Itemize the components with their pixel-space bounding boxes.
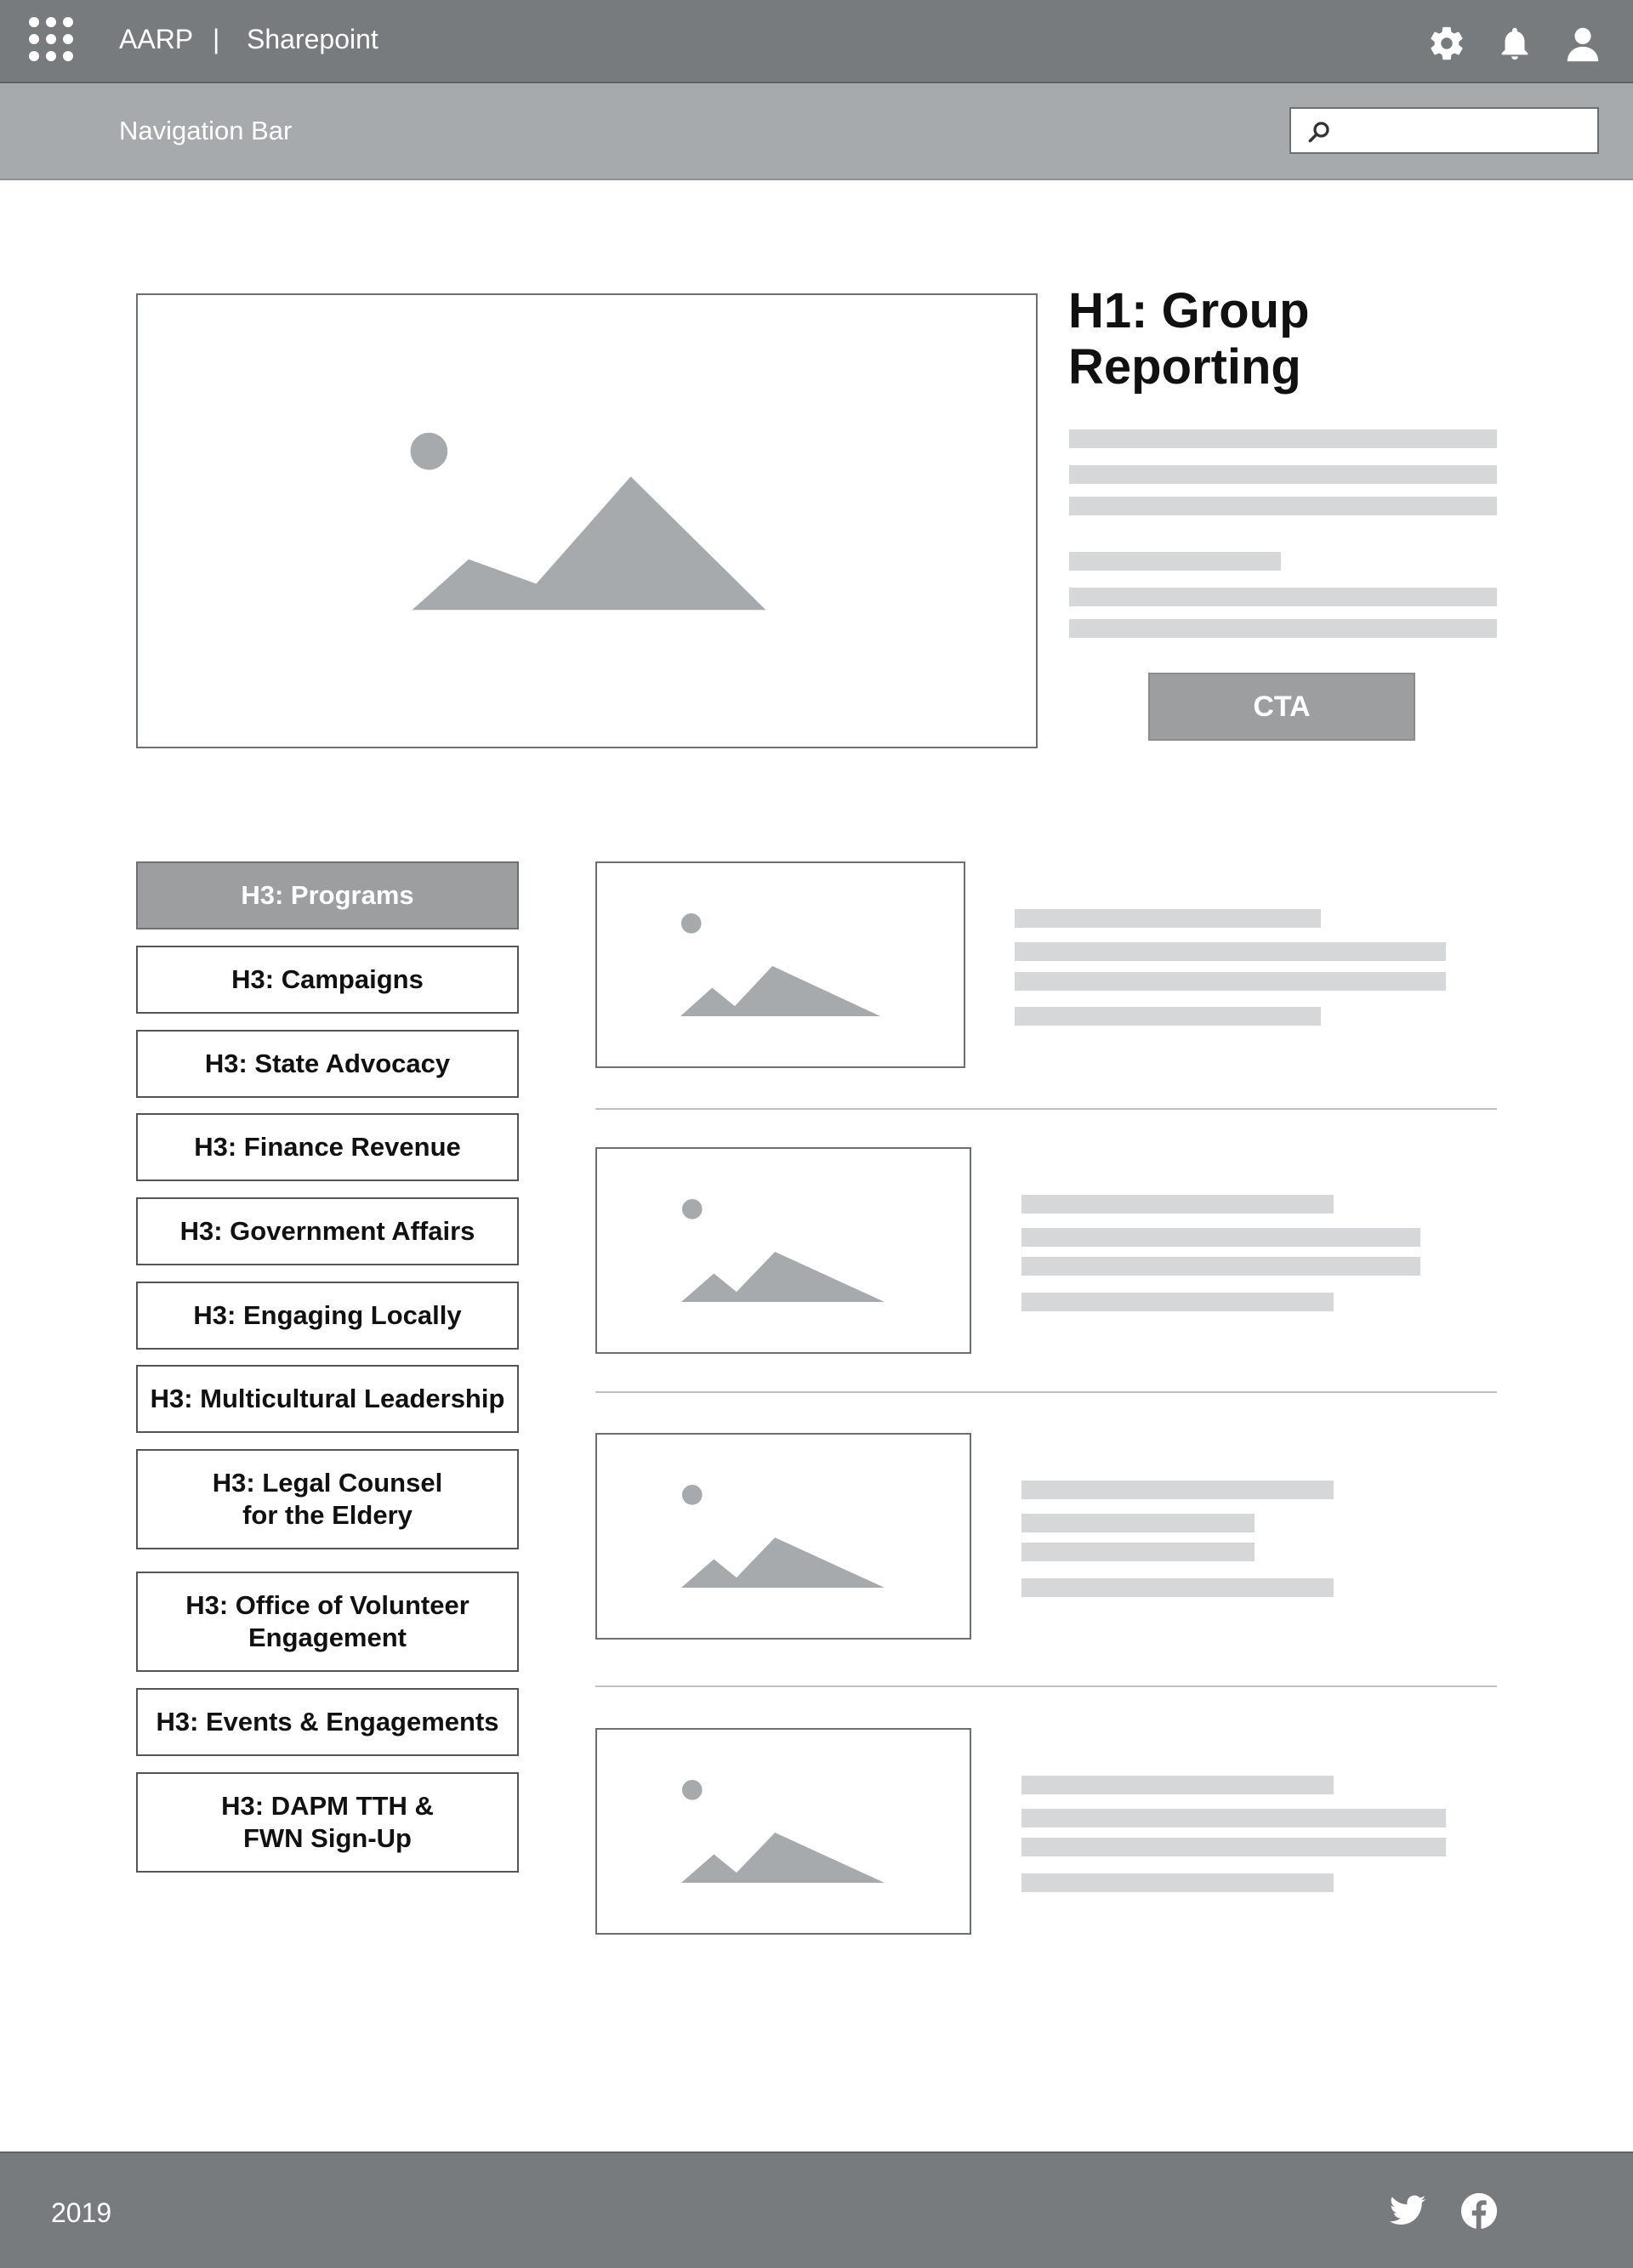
navigation-bar (0, 83, 1633, 180)
tab-finance-revenue[interactable]: H3: Finance Revenue (136, 1113, 519, 1181)
text-line-placeholder (1021, 1776, 1334, 1794)
image-placeholder-icon (597, 863, 964, 1066)
brand-separator: | (213, 24, 220, 54)
bell-icon[interactable] (1495, 24, 1534, 63)
tab-campaigns[interactable]: H3: Campaigns (136, 946, 519, 1014)
text-line-placeholder (1021, 1514, 1255, 1532)
navigation-bar-label[interactable]: Navigation Bar (119, 116, 293, 145)
search-icon (1306, 119, 1332, 145)
card-image-placeholder (595, 1728, 971, 1935)
card-image-placeholder (595, 861, 965, 1068)
text-line-placeholder (1015, 972, 1446, 991)
text-line-placeholder (1015, 942, 1446, 961)
card-divider (595, 1108, 1497, 1110)
page-title: H1: Group Reporting (1068, 283, 1310, 395)
footer-year: 2019 (51, 2197, 112, 2228)
brand-name[interactable]: AARP (119, 24, 194, 54)
site-name[interactable]: Sharepoint (247, 24, 378, 54)
card-divider (595, 1685, 1497, 1687)
tab-legal-counsel[interactable]: H3: Legal Counsel for the Eldery (136, 1449, 519, 1549)
card-image-placeholder (595, 1433, 971, 1640)
image-placeholder-icon (138, 295, 1036, 747)
text-line-placeholder (1021, 1578, 1334, 1597)
text-line-placeholder (1021, 1228, 1420, 1247)
text-line-placeholder (1069, 497, 1497, 515)
facebook-icon[interactable] (1459, 2191, 1499, 2231)
text-line-placeholder (1069, 429, 1497, 448)
card-divider (595, 1391, 1497, 1393)
tab-office-of-volunteer-engagement[interactable]: H3: Office of Volunteer Engagement (136, 1572, 519, 1672)
tab-dapm-tth-fwn-signup[interactable]: H3: DAPM TTH & FWN Sign-Up (136, 1772, 519, 1873)
tab-programs[interactable]: H3: Programs (136, 861, 519, 929)
tab-events-engagements[interactable]: H3: Events & Engagements (136, 1688, 519, 1756)
footer (0, 2151, 1633, 2268)
text-line-placeholder (1021, 1195, 1334, 1214)
search-input[interactable] (1289, 107, 1599, 154)
text-line-placeholder (1021, 1293, 1334, 1311)
text-line-placeholder (1069, 465, 1497, 484)
cta-button[interactable]: CTA (1148, 673, 1415, 741)
text-line-placeholder (1021, 1838, 1446, 1856)
image-placeholder-icon (597, 1149, 970, 1352)
gear-icon[interactable] (1427, 24, 1466, 63)
user-icon[interactable] (1563, 24, 1602, 63)
image-placeholder-icon (597, 1730, 970, 1933)
text-line-placeholder (1021, 1873, 1334, 1892)
text-line-placeholder (1021, 1481, 1334, 1499)
tab-government-affairs[interactable]: H3: Government Affairs (136, 1197, 519, 1265)
tab-multicultural-leadership[interactable]: H3: Multicultural Leadership (136, 1365, 519, 1433)
hero-image-placeholder (136, 293, 1038, 748)
twitter-icon[interactable] (1388, 2191, 1427, 2231)
text-line-placeholder (1069, 588, 1497, 606)
text-line-placeholder (1015, 909, 1321, 928)
top-header (0, 0, 1633, 83)
text-line-placeholder (1021, 1809, 1446, 1827)
tab-state-advocacy[interactable]: H3: State Advocacy (136, 1030, 519, 1098)
tab-engaging-locally[interactable]: H3: Engaging Locally (136, 1282, 519, 1350)
app-launcher-grid-icon[interactable] (29, 17, 77, 65)
text-line-placeholder (1021, 1543, 1255, 1561)
text-line-placeholder (1069, 552, 1281, 571)
text-line-placeholder (1069, 619, 1497, 638)
image-placeholder-icon (597, 1435, 970, 1638)
text-line-placeholder (1021, 1257, 1420, 1276)
card-image-placeholder (595, 1147, 971, 1354)
text-line-placeholder (1015, 1007, 1321, 1026)
